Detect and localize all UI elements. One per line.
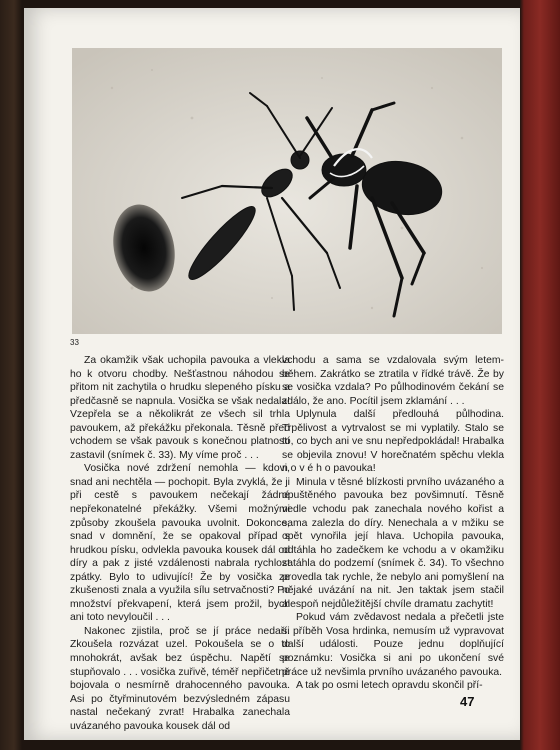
paragraph: Pokud vám zvědavost nedala a přečetli jste si příběh Vosa hrdinka, nemusím už vypravovat další události. Pouze jednu doplňující poznámku: Vosička si ani po ukončení své práce už nevšimla prvního uvázaného pavouka.: [282, 612, 504, 678]
paragraph: A tak po osmi letech opravdu skončil pří-: [296, 680, 483, 692]
paragraph: Vosička nové zdržení nemohla — kdovi, snad ani nechtěla — pochopit. Byla zvyklá, že ji při cestě s pavoukem nečekají žádné nepřekonatelné překážky. Všemi možnými způsoby zkoušela pavouka uvolnit. Dokonce, snad v domnění, že se opakoval případ s hrudkou písku, odvlekla pavouka kousek dál od díry a pak z jisté vzdálenosti nabrala rychlost zpátky. Bylo to udivující! Že by vosička ze zkušenosti znala a využila sílu setrvačnosti? Po množství překvapení, která jsem prožil, bych ani toto nevyloučil . . .: [70, 463, 290, 624]
figure-number: 33: [70, 338, 79, 347]
figure-photo: [72, 48, 502, 334]
book-page: [24, 8, 520, 740]
text-column-right: [282, 354, 504, 693]
paragraph: Minula v těsné blízkosti prvního uvázaného a opuštěného pavouka bez povšimnutí. Těsně vedle vchodu pak zanechala nového kořist a sama zalezla do díry. Nenechala a v mžiku se opět vynořila její hlava. Uchopila pavouka, odtáhla ho zadečkem ke vchodu a v okamžiku zatáhla do podzemí (snímek č. 34). To všechno provedla tak rychle, že nebylo ani pomyšlení na nějaké uvázání na nit. Jen taktak jsem stačil alespoň nejdůležitější chvíle dramatu zachytit!: [282, 476, 504, 610]
page-number: 47: [460, 694, 475, 709]
paragraph: Uplynula další předlouhá půlhodina. Trpělivost a vytrvalost se mi vyplatily. Stalo se to, co bych ani ve snu nepředpokládal! Hrabalka se objevila znovu! V horečnatém spěchu vlekla n o v é h o pavouka!: [282, 409, 504, 475]
paragraph: vchodu a sama se vzdalovala svým letem-během. Zakrátko se ztratila v řídké trávě. Že by se vosička vzdala? Po půlhodinovém čekání se zdálo, že ano. Pocítil jsem zklamání . . .: [282, 355, 504, 407]
paragraph: Nakonec zjistila, proč se jí práce nedaří. Zkoušela rozvázat uzel. Pokoušela se o to mnohokrát, avšak bez úspěchu. Napětí se stupňovalo . . . vosička zuřivě, téměř nepřičetně bojovala o nesmírně drahocenného pavouka. Asi po čtyřminutovém bezvýsledném zápasu nastal nečekaný zvrat! Hrabalka zanechala uvázaného pavouka kousek dál od: [70, 625, 290, 732]
wasp-spider-photo-icon: [72, 48, 502, 334]
text-column-left: [70, 354, 290, 733]
paragraph: Za okamžik však uchopila pavouka a vlekla ho k otvoru chodby. Nešťastnou náhodou se přitom nit zachytila o hrudku slepeného písku a předčasně se napnula. Vosička se však nedala! Vzepřela se a několikrát ze všech sil trhla pavoukem, až překážku překonala. Těsně před vchodem se však pavouk s konečnou platností zastavil (snímek č. 33). My víme proč . . .: [70, 355, 290, 461]
